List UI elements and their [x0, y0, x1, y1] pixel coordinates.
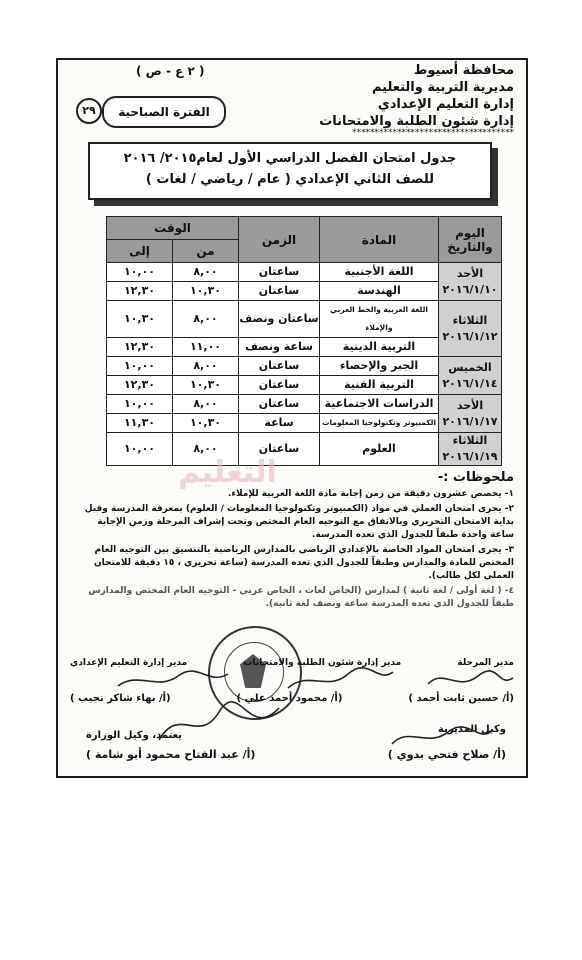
- from-cell: ٨,٠٠: [173, 357, 239, 376]
- duration-cell: ساعتان: [239, 282, 320, 301]
- subject-cell: الجبر والإحصاء: [320, 357, 439, 376]
- from-cell: ١٠,٣٠: [173, 414, 239, 433]
- header-subject: المادة: [320, 217, 439, 263]
- title-line-1: جدول امتحان الفصل الدراسي الأول لعام٢٠١٥/ ٢٠١٦: [123, 151, 457, 166]
- sig-title: مدير المرحلة: [457, 658, 514, 668]
- day-name: الأحد: [456, 398, 484, 412]
- duration-cell: ساعتان: [239, 357, 320, 376]
- exam-schedule-table: [106, 216, 502, 466]
- table-row: [107, 433, 502, 466]
- from-cell: ٨,٠٠: [173, 395, 239, 414]
- day-cell: [439, 263, 502, 301]
- subject-cell: الدراسات الاجتماعية: [320, 395, 439, 414]
- document-sheet: [56, 58, 528, 778]
- from-cell: ١١,٠٠: [173, 338, 239, 357]
- signature-names: [70, 693, 514, 704]
- day-cell: [439, 395, 502, 433]
- signature-mark: [159, 702, 279, 740]
- day-name: الثلاثاء: [452, 434, 488, 447]
- to-cell: ١١,٣٠: [107, 414, 173, 433]
- form-code: ( ٢ ع - ص ): [136, 64, 205, 78]
- header-day: اليوم والتاريخ: [439, 217, 502, 263]
- deputy-name: (أ/ صلاح فتحي بدوي ): [387, 748, 506, 761]
- duration-cell: ساعة ونصف: [239, 338, 320, 357]
- note-item: ١- يخصص عشرون دقيقة من زمن إجابة مادة اللغة العربية للإملاء.: [227, 489, 514, 499]
- subject-cell: الكمبيوتر وتكنولوجيا المعلومات: [320, 414, 439, 433]
- from-cell: ٨,٠٠: [173, 433, 239, 466]
- approval-label: يعتمد، وكيل الوزارة: [86, 730, 183, 741]
- table-row: [107, 357, 502, 376]
- period-badge: الفترة الصباحية: [102, 96, 226, 128]
- to-cell: ١٠,٠٠: [107, 263, 173, 282]
- approval-name: (أ/ عبد الفتاح محمود أبو شامة ): [86, 748, 256, 761]
- to-cell: ١٢,٣٠: [107, 338, 173, 357]
- day-date: ٢٠١٦/١/١٩: [442, 450, 498, 463]
- day-name: الثلاثاء: [452, 313, 488, 327]
- subject-cell: العلوم: [320, 433, 439, 466]
- subject-cell: الهندسة: [320, 282, 439, 301]
- directorate: مديرية التربية والتعليم: [371, 80, 514, 95]
- to-cell: ١٢,٣٠: [107, 282, 173, 301]
- deputy-signature: [388, 724, 498, 750]
- day-date: ٢٠١٦/١/١٠: [442, 282, 498, 296]
- page-number-circle: ٢٩: [76, 98, 102, 124]
- table-row: [107, 301, 502, 338]
- to-cell: ١٠,٠٠: [107, 357, 173, 376]
- to-cell: ١٠,٠٠: [107, 433, 173, 466]
- note-item: ٢- يجرى امتحان العملي في مواد (الكمبيوتر وتكنولوجيا المعلومات / العلوم) بمعرفة المدرسة وقبل بداية الامتحان التحريري وبالاتفاق مع التوجيه العام المختص وتحت إشراف المرحلة وزمن الإجابة ساعة واحدة طبقاً للجدول الذي تعده المدرسة.: [84, 504, 514, 540]
- sig-name: (أ/ محمود أحمد علي ): [236, 693, 343, 704]
- sig-name: (أ/ بهاء شاكر نجيب ): [70, 693, 171, 704]
- notes-title: ملحوظات :-: [437, 470, 514, 485]
- subject-cell: اللغة الأجنبية: [320, 263, 439, 282]
- to-cell: ١٢,٣٠: [107, 376, 173, 395]
- duration-cell: ساعة: [239, 414, 320, 433]
- header-time: الوقت: [107, 217, 239, 240]
- table-row: [107, 263, 502, 282]
- day-cell: [439, 433, 502, 466]
- signature-mark: [288, 668, 393, 688]
- day-cell: [439, 357, 502, 395]
- stars-divider: ************************************: [352, 128, 514, 138]
- subject-cell: التربية الفنية: [320, 376, 439, 395]
- approval-signature: [154, 700, 284, 750]
- header-from: من: [173, 240, 239, 263]
- to-cell: ١٠,٠٠: [107, 395, 173, 414]
- day-date: ٢٠١٦/١/١٢: [442, 329, 498, 343]
- department: إدارة شئون الطلبة والامتحانات: [319, 114, 514, 129]
- note-item: ٣- يجرى امتحان المواد الخاصة بالإعدادي الرياضي بالمدارس الرياضية بالتنسيق بين التوجيه العام المختص للمادة والمدارس وطبقاً للجدول الذي تعده المدرسة (ساعة تحريري ، ١٥ دقيقة للامتحان العملي لكل طالب).: [93, 545, 514, 581]
- watermark: التعليم: [178, 455, 277, 490]
- duration-cell: ساعتان: [239, 376, 320, 395]
- header-duration: الزمن: [239, 217, 320, 263]
- header-block: [319, 62, 514, 130]
- signature-mark: [118, 671, 228, 686]
- day-name: الخميس: [448, 360, 492, 374]
- signature-scribbles: [58, 666, 526, 696]
- duration-cell: ساعتان ونصف: [239, 301, 320, 338]
- from-cell: ١٠,٣٠: [173, 376, 239, 395]
- day-date: ٢٠١٦/١/١٤: [442, 376, 498, 390]
- administration: إدارة التعليم الإعدادي: [377, 97, 514, 112]
- notes-list: [74, 488, 514, 613]
- note-item: ٤- ( لغة أولى / لغة ثانية ) لمدارس (الخاص لغات ، الخاص عربي - التوجيه العام المختص والمدارس طبقاً للجدول الذي تعده المدرسة ساعة ونصف لغة ثانية).: [88, 586, 514, 609]
- from-cell: ١٠,٣٠: [173, 282, 239, 301]
- to-cell: ١٠,٣٠: [107, 301, 173, 338]
- subject-cell: اللغة العربية والخط العربي والإملاء: [320, 301, 439, 338]
- from-cell: ٨,٠٠: [173, 301, 239, 338]
- day-date: ٢٠١٦/١/١٧: [442, 414, 498, 428]
- table-row: [107, 395, 502, 414]
- title-box: [88, 142, 492, 200]
- duration-cell: ساعتان: [239, 395, 320, 414]
- from-cell: ٨,٠٠: [173, 263, 239, 282]
- signature-mark: [392, 727, 493, 744]
- header-to: إلى: [107, 240, 173, 263]
- duration-cell: ساعتان: [239, 433, 320, 466]
- day-cell: [439, 301, 502, 357]
- sig-name: (أ/ حسين ثابت أحمد ): [408, 693, 514, 704]
- sig-title: مدير إدارة التعليم الإعدادي: [70, 658, 188, 668]
- title-line-2: للصف الثاني الإعدادي ( عام / رياضي / لغات ): [145, 172, 435, 187]
- duration-cell: ساعتان: [239, 263, 320, 282]
- day-name: الأحد: [456, 266, 484, 280]
- subject-cell: التربية الدينية: [320, 338, 439, 357]
- sig-title: مدير إدارة شئون الطلبة والامتحانات: [243, 658, 402, 668]
- deputy-label: وكيل المديرية: [438, 724, 506, 735]
- signature-mark: [428, 671, 513, 684]
- governorate: محافظة أسيوط: [413, 63, 514, 78]
